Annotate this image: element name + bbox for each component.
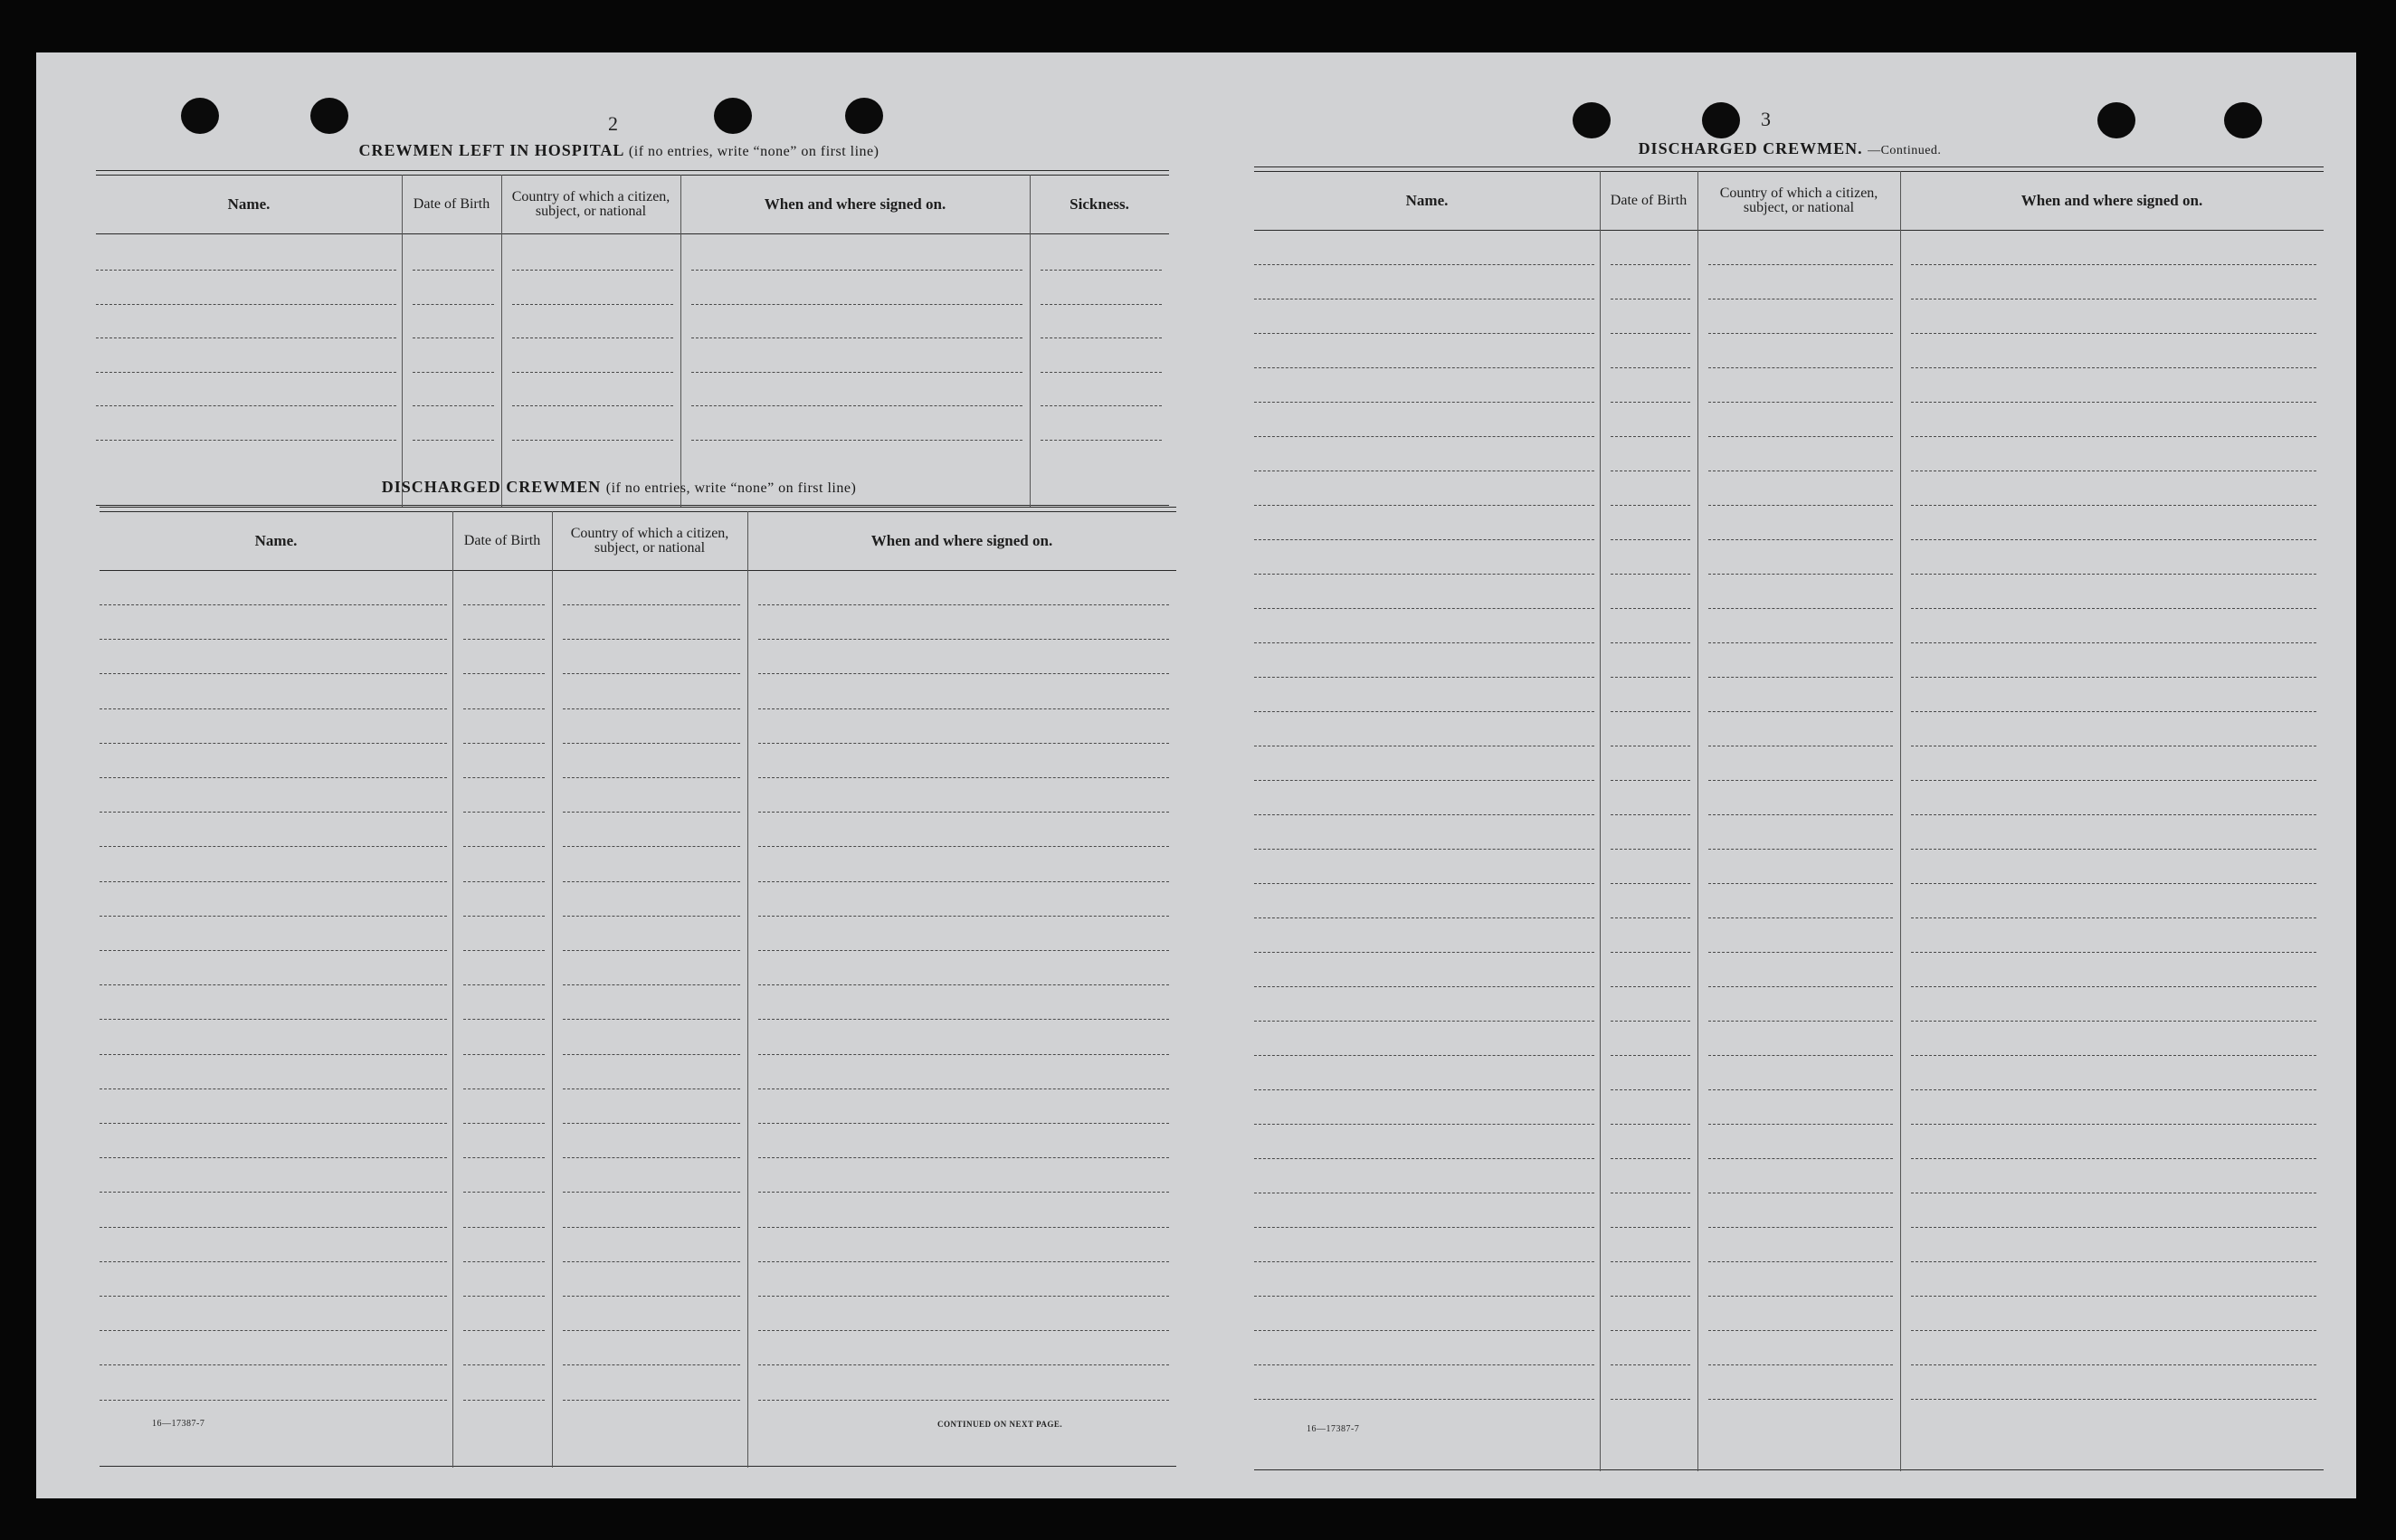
entry-line [413, 337, 494, 338]
column-header: When and where signed on. [2020, 192, 2203, 209]
entry-line [1708, 264, 1893, 265]
entry-line [758, 984, 1169, 985]
entry-line [758, 881, 1169, 882]
entry-line [100, 604, 447, 605]
entry-line [463, 1019, 545, 1020]
discharged-table [100, 507, 1176, 1468]
entry-line [1611, 1399, 1690, 1400]
entry-line [1611, 1296, 1690, 1297]
entry-line [1611, 505, 1690, 506]
entry-line [96, 405, 396, 406]
entry-line [463, 1364, 545, 1365]
scanned-form-sheet [36, 52, 2356, 1498]
entry-line [1708, 1261, 1893, 1262]
entry-line [96, 372, 396, 373]
entry-line [758, 1123, 1169, 1124]
entry-line [1254, 952, 1594, 953]
entry-line [1611, 711, 1690, 712]
continued-label: —Continued. [1868, 144, 1942, 157]
entry-line [1708, 1227, 1893, 1228]
column-divider [1600, 171, 1601, 1471]
entry-line [1708, 574, 1893, 575]
entry-line [1611, 1055, 1690, 1056]
entry-line [463, 1123, 545, 1124]
entry-line [463, 1330, 545, 1331]
entry-line [1041, 270, 1162, 271]
entry-line [758, 1054, 1169, 1055]
entry-line [1911, 505, 2316, 506]
entry-line [1708, 1330, 1893, 1331]
entry-line [1254, 608, 1594, 609]
entry-line [1911, 711, 2316, 712]
entry-line [100, 777, 447, 778]
entry-line [1708, 814, 1893, 815]
entry-line [1611, 1021, 1690, 1022]
entry-line [1254, 642, 1594, 643]
entry-line [563, 1330, 740, 1331]
entry-line [691, 337, 1022, 338]
entry-line [1911, 539, 2316, 540]
entry-line [563, 1019, 740, 1020]
entry-line [1254, 1227, 1594, 1228]
hospital-instruction: (if no entries, write “none” on first line) [628, 144, 879, 159]
entry-line [1708, 1158, 1893, 1159]
entry-line [758, 1227, 1169, 1228]
entry-line [563, 1227, 740, 1228]
entry-line [1611, 1227, 1690, 1228]
entry-line [1911, 883, 2316, 884]
entry-line [1254, 711, 1594, 712]
entry-line [1708, 1089, 1893, 1090]
entry-line [463, 984, 545, 985]
entry-line [1254, 1330, 1594, 1331]
entry-line [563, 743, 740, 744]
column-divider [501, 175, 502, 507]
entry-line [563, 777, 740, 778]
entry-line [758, 1330, 1169, 1331]
column-divider [680, 175, 681, 507]
entry-line [1254, 505, 1594, 506]
entry-line [1708, 402, 1893, 403]
entry-line [100, 673, 447, 674]
entry-line [1254, 986, 1594, 987]
entry-line [758, 1400, 1169, 1401]
entry-line [1708, 1364, 1893, 1365]
entry-line [463, 950, 545, 951]
entry-line [1254, 1124, 1594, 1125]
entry-line [463, 1261, 545, 1262]
entry-line [100, 1157, 447, 1158]
punch-hole [2097, 102, 2135, 138]
discharged-section-title [382, 478, 857, 497]
entry-line [1911, 1296, 2316, 1297]
entry-line [758, 708, 1169, 709]
entry-line [1254, 367, 1594, 368]
entry-line [1611, 814, 1690, 815]
page-number-left: 2 [608, 112, 618, 135]
entry-line [1611, 917, 1690, 918]
entry-line [1911, 1364, 2316, 1365]
discharged-continued-title [1639, 139, 1942, 158]
entry-line [1708, 1124, 1893, 1125]
hospital-section-title [359, 141, 879, 160]
punch-hole [1573, 102, 1611, 138]
entry-line [1911, 677, 2316, 678]
entry-line [1708, 1399, 1893, 1400]
entry-line [100, 1296, 447, 1297]
entry-line [1254, 1089, 1594, 1090]
entry-line [100, 1261, 447, 1262]
entry-line [463, 673, 545, 674]
entry-line [1708, 367, 1893, 368]
column-header: Name. [227, 195, 271, 213]
entry-line [1911, 986, 2316, 987]
entry-line [563, 950, 740, 951]
entry-line [413, 372, 494, 373]
entry-line [758, 1261, 1169, 1262]
punch-hole [714, 98, 752, 134]
entry-line [100, 743, 447, 744]
column-divider [1900, 171, 1901, 1471]
punch-hole [2224, 102, 2262, 138]
entry-line [758, 846, 1169, 847]
entry-line [463, 1296, 545, 1297]
entry-line [1708, 505, 1893, 506]
entry-line [1911, 642, 2316, 643]
entry-line [1911, 1124, 2316, 1125]
entry-line [413, 270, 494, 271]
entry-line [563, 812, 740, 813]
entry-line [1911, 1261, 2316, 1262]
entry-line [1254, 1296, 1594, 1297]
entry-line [1611, 952, 1690, 953]
entry-line [1254, 436, 1594, 437]
entry-line [100, 984, 447, 985]
discharged-title-text: DISCHARGED CREWMEN [381, 478, 602, 496]
column-divider [1030, 175, 1031, 507]
entry-line [463, 1088, 545, 1089]
entry-line [100, 1330, 447, 1331]
entry-line [463, 881, 545, 882]
column-header: Name. [1405, 192, 1449, 209]
entry-line [1708, 642, 1893, 643]
entry-line [563, 984, 740, 985]
column-header: Sickness. [1070, 195, 1129, 213]
entry-line [1611, 333, 1690, 334]
entry-line [1708, 539, 1893, 540]
entry-line [1611, 986, 1690, 987]
entry-line [563, 1364, 740, 1365]
discharged-continued-text: DISCHARGED CREWMEN. [1638, 139, 1863, 157]
entry-line [563, 1054, 740, 1055]
entry-line [1708, 883, 1893, 884]
entry-line [563, 881, 740, 882]
entry-line [1611, 539, 1690, 540]
entry-line [96, 440, 396, 441]
entry-line [512, 337, 673, 338]
entry-line [1708, 849, 1893, 850]
continued-on-next-page: CONTINUED ON NEXT PAGE. [937, 1420, 1063, 1429]
entry-line [1254, 849, 1594, 850]
column-divider [747, 511, 748, 1468]
entry-line [463, 743, 545, 744]
entry-line [1611, 574, 1690, 575]
entry-line [100, 1054, 447, 1055]
entry-line [463, 1054, 545, 1055]
entry-line [1611, 264, 1690, 265]
entry-line [100, 639, 447, 640]
entry-line [758, 1364, 1169, 1365]
entry-line [758, 1296, 1169, 1297]
entry-line [1708, 677, 1893, 678]
entry-line [100, 1088, 447, 1089]
entry-line [1611, 1330, 1690, 1331]
punch-hole [181, 98, 219, 134]
entry-line [100, 708, 447, 709]
entry-line [512, 440, 673, 441]
entry-line [512, 270, 673, 271]
entry-line [1708, 952, 1893, 953]
entry-line [100, 1192, 447, 1193]
entry-line [563, 846, 740, 847]
entry-line [758, 812, 1169, 813]
entry-line [1041, 372, 1162, 373]
entry-line [758, 604, 1169, 605]
entry-line [691, 405, 1022, 406]
entry-line [1041, 304, 1162, 305]
entry-line [100, 1364, 447, 1365]
entry-line [1911, 608, 2316, 609]
entry-line [1254, 917, 1594, 918]
entry-line [691, 270, 1022, 271]
entry-line [1254, 814, 1594, 815]
column-header: Country of which a citizen, subject, or national [570, 526, 729, 556]
page-number-right: 3 [1761, 108, 1771, 130]
entry-line [1254, 883, 1594, 884]
entry-line [1911, 849, 2316, 850]
entry-line [1708, 917, 1893, 918]
entry-line [1708, 711, 1893, 712]
entry-line [563, 1123, 740, 1124]
entry-line [1911, 780, 2316, 781]
column-header: When and where signed on. [764, 195, 946, 213]
entry-line [1708, 436, 1893, 437]
entry-line [1708, 333, 1893, 334]
entry-line [1708, 1296, 1893, 1297]
entry-line [1911, 1055, 2316, 1056]
entry-line [1254, 780, 1594, 781]
entry-line [1254, 539, 1594, 540]
entry-line [1041, 337, 1162, 338]
column-header: Country of which a citizen, subject, or national [511, 189, 670, 219]
entry-line [1911, 1227, 2316, 1228]
entry-line [1611, 1158, 1690, 1159]
entry-line [413, 405, 494, 406]
entry-line [100, 1400, 447, 1401]
entry-line [563, 1400, 740, 1401]
entry-line [96, 337, 396, 338]
entry-line [1911, 1021, 2316, 1022]
entry-line [463, 777, 545, 778]
entry-line [1708, 780, 1893, 781]
entry-line [100, 1123, 447, 1124]
entry-line [1911, 402, 2316, 403]
column-header: Date of Birth [1610, 193, 1688, 208]
entry-line [463, 1192, 545, 1193]
entry-line [463, 846, 545, 847]
entry-line [758, 639, 1169, 640]
entry-line [691, 372, 1022, 373]
entry-line [1911, 952, 2316, 953]
entry-line [1254, 1364, 1594, 1365]
entry-line [758, 743, 1169, 744]
entry-line [1611, 849, 1690, 850]
column-divider [1697, 171, 1698, 1471]
entry-line [758, 1019, 1169, 1020]
entry-line [1254, 677, 1594, 678]
entry-line [1708, 608, 1893, 609]
entry-line [1611, 402, 1690, 403]
entry-line [691, 304, 1022, 305]
entry-line [1911, 436, 2316, 437]
punch-hole [845, 98, 883, 134]
hospital-title-text: CREWMEN LEFT IN HOSPITAL [358, 141, 624, 159]
entry-line [463, 916, 545, 917]
punch-hole [310, 98, 348, 134]
entry-line [463, 1157, 545, 1158]
entry-line [1611, 642, 1690, 643]
entry-line [758, 673, 1169, 674]
entry-line [463, 604, 545, 605]
entry-line [758, 1157, 1169, 1158]
entry-line [1708, 1055, 1893, 1056]
entry-line [512, 372, 673, 373]
entry-line [1611, 1261, 1690, 1262]
entry-line [100, 881, 447, 882]
entry-line [100, 1019, 447, 1020]
entry-line [512, 405, 673, 406]
entry-line [1041, 405, 1162, 406]
punch-hole [1702, 102, 1740, 138]
entry-line [100, 846, 447, 847]
column-header: Date of Birth [413, 196, 490, 212]
form-number-right: 16—17387-7 [1307, 1424, 1360, 1434]
entry-line [413, 304, 494, 305]
entry-line [463, 708, 545, 709]
entry-line [96, 304, 396, 305]
entry-line [758, 950, 1169, 951]
form-number-left: 16—17387-7 [152, 1419, 205, 1429]
entry-line [563, 639, 740, 640]
entry-line [1911, 264, 2316, 265]
entry-line [1911, 333, 2316, 334]
entry-line [100, 1227, 447, 1228]
entry-line [1611, 780, 1690, 781]
column-divider [452, 511, 453, 1468]
entry-line [758, 777, 1169, 778]
entry-line [1611, 883, 1690, 884]
entry-line [1911, 367, 2316, 368]
entry-line [563, 1157, 740, 1158]
entry-line [758, 1088, 1169, 1089]
entry-line [1254, 1158, 1594, 1159]
entry-line [1254, 1055, 1594, 1056]
entry-line [1611, 367, 1690, 368]
entry-line [1254, 402, 1594, 403]
entry-line [563, 604, 740, 605]
entry-line [1611, 1124, 1690, 1125]
entry-line [1911, 1399, 2316, 1400]
entry-line [1254, 1399, 1594, 1400]
column-header: Date of Birth [463, 533, 541, 548]
entry-line [100, 916, 447, 917]
column-header: When and where signed on. [870, 532, 1053, 549]
entry-line [691, 440, 1022, 441]
entry-line [1254, 333, 1594, 334]
entry-line [1041, 440, 1162, 441]
entry-line [563, 916, 740, 917]
entry-line [563, 1261, 740, 1262]
entry-line [758, 1192, 1169, 1193]
hospital-table [96, 170, 1169, 507]
column-header: Country of which a citizen, subject, or national [1719, 185, 1878, 215]
entry-line [1708, 1021, 1893, 1022]
entry-line [1911, 574, 2316, 575]
column-divider [402, 175, 403, 507]
entry-line [758, 916, 1169, 917]
entry-line [96, 270, 396, 271]
column-header: Name. [254, 532, 298, 549]
entry-line [1911, 1330, 2316, 1331]
entry-line [1254, 1261, 1594, 1262]
discharged-instruction: (if no entries, write “none” on first line) [605, 480, 857, 496]
discharged-continued-table [1254, 166, 2324, 1471]
entry-line [563, 708, 740, 709]
entry-line [563, 1296, 740, 1297]
entry-line [1254, 574, 1594, 575]
entry-line [1254, 1021, 1594, 1022]
entry-line [100, 950, 447, 951]
entry-line [463, 1400, 545, 1401]
entry-line [463, 812, 545, 813]
entry-line [1611, 436, 1690, 437]
entry-line [1611, 608, 1690, 609]
entry-line [1911, 917, 2316, 918]
entry-line [563, 1088, 740, 1089]
entry-line [1254, 264, 1594, 265]
entry-line [512, 304, 673, 305]
entry-line [100, 812, 447, 813]
entry-line [1911, 814, 2316, 815]
entry-line [1708, 986, 1893, 987]
entry-line [413, 440, 494, 441]
entry-line [1911, 1089, 2316, 1090]
entry-line [1611, 1364, 1690, 1365]
entry-line [563, 1192, 740, 1193]
entry-line [1611, 1089, 1690, 1090]
entry-line [1911, 1158, 2316, 1159]
entry-line [463, 639, 545, 640]
entry-line [563, 673, 740, 674]
column-divider [552, 511, 553, 1468]
entry-line [1611, 677, 1690, 678]
entry-line [463, 1227, 545, 1228]
